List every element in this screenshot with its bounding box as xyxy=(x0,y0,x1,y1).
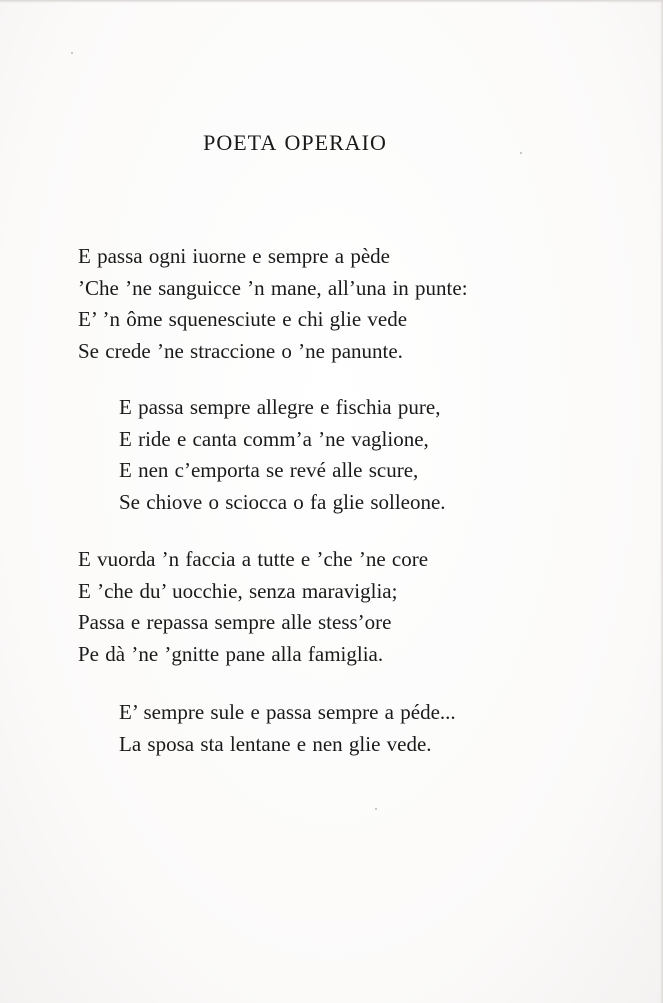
stanza-4 xyxy=(119,697,456,760)
poem-line: La sposa sta lentane e nen glie vede. xyxy=(119,731,432,756)
paper-speck xyxy=(71,52,73,54)
poem-line: Passa e repassa sempre alle stess’ore xyxy=(78,610,392,634)
poem-line: E nen c’emporta se revé alle scure, xyxy=(119,458,419,482)
poem-line: E vuorda ’n faccia a tutte e ’che ’ne core xyxy=(78,547,429,571)
poem-line: Se chiove o sciocca o fa glie solleone. xyxy=(119,489,446,514)
poem-line: E’ ’n ôme squenesciute e chi glie vede xyxy=(78,307,408,331)
poem-title: POETA OPERAIO xyxy=(203,130,387,155)
poem-line: Se crede ’ne straccione o ’ne panunte. xyxy=(78,338,403,363)
poem-line: E passa ogni iuorne e sempre a pède xyxy=(78,244,390,268)
poem-line: E passa sempre allegre e fischia pure, xyxy=(119,395,441,419)
poem-line: E ride e canta comm’a ’ne vaglione, xyxy=(119,426,429,451)
poem-line: E’ sempre sule e passa sempre a péde... xyxy=(119,700,456,724)
stanza-3 xyxy=(78,544,428,670)
paper-speck xyxy=(375,808,377,810)
page-top-edge xyxy=(0,0,663,3)
stanza-2 xyxy=(119,392,446,518)
poem-line: E ’che du’ uocchie, senza maraviglia; xyxy=(78,578,398,603)
poem-line: Pe dà ’ne ’gnitte pane alla famiglia. xyxy=(78,641,384,666)
poem-line: ’Che ’ne sanguicce ’n mane, all’una in punte: xyxy=(78,275,468,300)
stanza-1 xyxy=(78,241,468,367)
